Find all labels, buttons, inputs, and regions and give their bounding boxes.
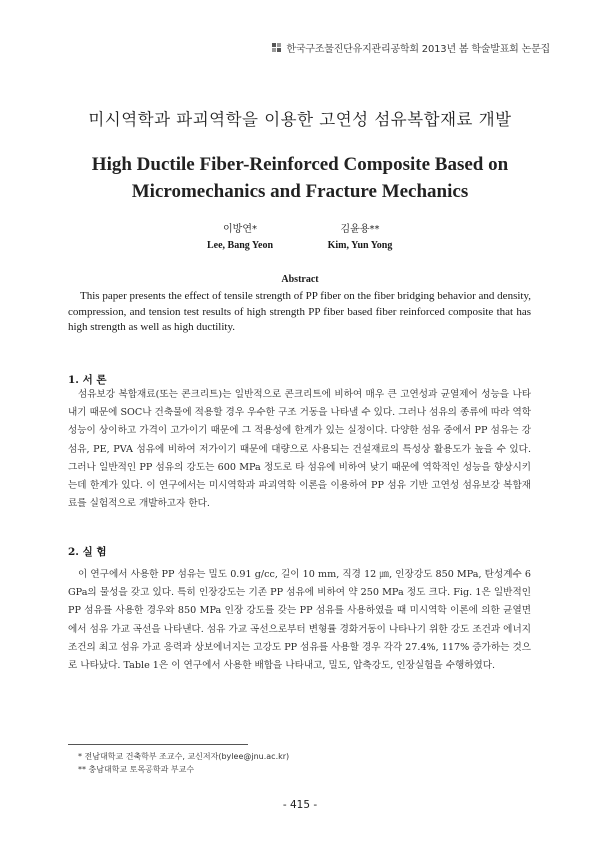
abstract-text: This paper presents the effect of tensile strength of PP fiber on the fiber bridging behavior and density, compression, and tension test results of high strength PP fiber based fiber reinforced composite that has high strength as well as high ductility. (68, 290, 531, 333)
korean-title: 미시역학과 파괴역학을 이용한 고연성 섬유복합재료 개발 (88, 110, 512, 129)
english-title-line-2: Micromechanics and Fracture Mechanics (131, 181, 469, 202)
author-2-english-name: Kim, Yun Yong (327, 240, 393, 251)
author-1 (180, 222, 300, 254)
english-title (0, 151, 600, 205)
english-title-line-1: High Ductile Fiber-Reinforced Composite Based on (91, 154, 509, 175)
running-header (271, 40, 550, 55)
author-2-korean-name: 김윤용** (340, 224, 380, 235)
author-1-korean-name: 이방연* (223, 224, 257, 235)
section-1-heading: 1. 서 론 (68, 374, 107, 386)
section-2-paragraph: 이 연구에서 사용한 PP 섬유는 밀도 0.91 g/cc, 길이 10 mm, 직경 12 ㎛, 인장강도 850 MPa, 탄성계수 6 GPa의 물성을 갖고 있다. 특히 인장강도는 기존 PP 섬유에 비하여 약 250 MPa 정도 크다. Fig. 1은 일반적인 PP 섬유를 사용한 경우와 850 MPa 인장 강도를 갖는 PP 섬유를 사용하였을 때 미시역학 이론에 의한 균열면에서 섬유 가교 곡선을 나타낸다. 섬유 가교 곡선으로부터 변형률 경화거동이 나타나기 위한 강도 조건과 에너지 조건의 최고 섬유 가교 응력과 상보에너지는 고강도 PP 섬유를 사용할 경우 각각 27.4%, 117% 증가하는 것으로 나타났다. Table 1은 이 연구에서 사용한 배합을 나타내고, 밀도, 압축강도, 인장실험을 수행하였다. (68, 569, 531, 672)
abstract-heading: Abstract (281, 274, 319, 285)
footnote-2: ** 충남대학교 토목공학과 부교수 (78, 765, 195, 774)
page-number: - 415 - (282, 799, 318, 811)
section-1-paragraph: 섬유보강 복합재료(또는 콘크리트)는 일반적으로 콘크리트에 비하여 매우 큰 고연성과 균열제어 성능을 나타내기 때문에 SOC나 건축물에 적용할 경우 우수한 구조 거동을 나타낼 수 있다. 그러나 섬유의 종류에 따라 역학 성능이 상이하고 가격이 고가이기 때문에 그 적용성에 한계가 있는 실정이다. 다양한 섬유 중에서 PP 섬유는 강섬유, PE, PVA 섬유에 비하여 저가이기 때문에 대량으로 사용되는 건설재료의 특성상 활용도가 높을 수 있다. 그러나 일반적인 PP 섬유의 강도는 600 MPa 정도로 타 섬유에 비하여 낮기 때문에 역학적인 성능을 향상시키는데 한계가 있다. 이 연구에서는 미시역학과 파괴역학 이론을 이용하여 PP 섬유 기반 고연성 섬유보강 복합재료를 실험적으로 개발하고자 한다. (68, 389, 531, 510)
footnotes (78, 750, 289, 776)
author-2 (300, 222, 420, 254)
running-title: 한국구조물진단유지관리공학회 2013년 봄 학술발표회 논문집 (286, 44, 550, 55)
footnote-1: * 전남대학교 건축학부 조교수, 교신저자(bylee@jnu.ac.kr) (78, 752, 290, 761)
footnote-divider (68, 744, 248, 745)
journal-logo-icon (271, 42, 282, 53)
section-2-heading: 2. 실 험 (68, 546, 107, 558)
author-1-english-name: Lee, Bang Yeon (206, 240, 274, 251)
